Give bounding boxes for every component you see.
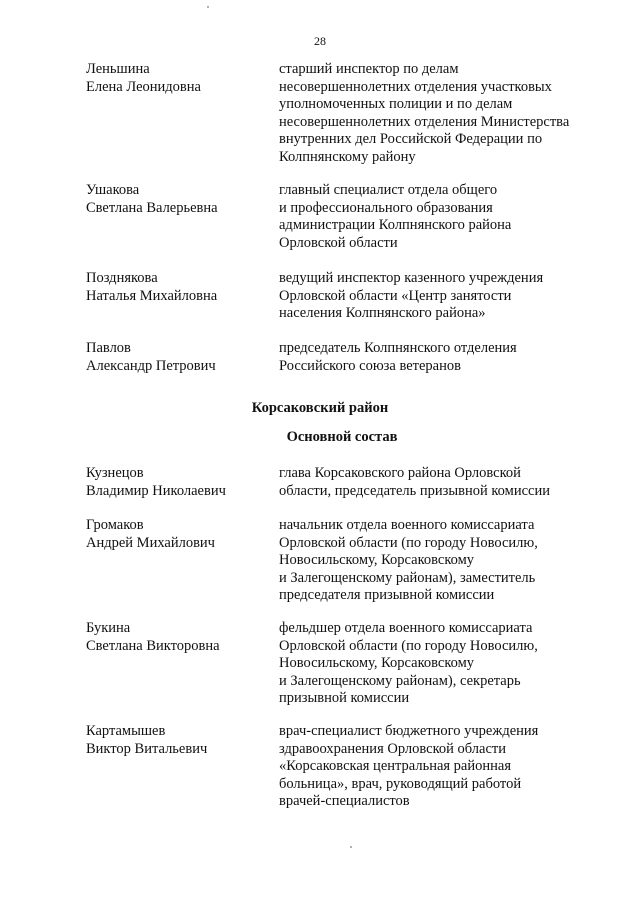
position-line: глава Корсаковского района Орловской — [279, 465, 521, 481]
member-name — [86, 723, 266, 758]
composition-heading: Основной состав — [286, 429, 398, 445]
position-line: главный специалист отдела общего — [279, 182, 498, 198]
member-position — [279, 61, 589, 166]
position-line: Орловской области (по городу Новосилю, — [279, 637, 538, 654]
position-line: «Корсаковская центральная районная — [279, 758, 511, 774]
position-line: Орловской области (по городу Новосилю, — [279, 534, 538, 551]
member-name — [86, 182, 266, 217]
member-name — [86, 61, 266, 96]
district-heading: Корсаковский район — [251, 400, 389, 416]
position-line: области, председатель призывной комиссии — [279, 482, 550, 499]
member-position — [279, 182, 589, 252]
position-line: Колпнянскому району — [279, 148, 416, 165]
position-line: Орловской области — [279, 234, 398, 251]
position-line: ведущий инспектор казенного учреждения — [279, 270, 544, 286]
member-position — [279, 620, 589, 708]
member-given-names: Елена Леонидовна — [86, 78, 201, 95]
position-line: администрации Колпнянского района — [279, 217, 512, 233]
position-line: Российского союза ветеранов — [279, 357, 461, 374]
position-line: Новосильскому, Корсаковскому — [279, 552, 475, 568]
position-line: и профессионального образования — [279, 199, 493, 216]
member-surname: Ушакова — [86, 182, 140, 198]
member-name — [86, 340, 266, 375]
position-line: больница», врач, руководящий работой — [279, 775, 522, 792]
member-surname: Букина — [86, 620, 131, 636]
member-surname: Кузнецов — [86, 465, 144, 481]
member-position — [279, 270, 589, 323]
position-line: внутренних дел Российской Федерации по — [279, 131, 543, 147]
member-given-names: Наталья Михайловна — [86, 287, 218, 304]
member-given-names: Светлана Викторовна — [86, 637, 220, 654]
position-line: несовершеннолетних отделения Министерства — [279, 113, 570, 130]
position-line: председателя призывной комиссии — [279, 587, 495, 603]
position-line: врач-специалист бюджетного учреждения — [279, 723, 539, 739]
member-name — [86, 620, 266, 655]
position-line: врачей-специалистов — [279, 793, 410, 809]
position-line: фельдшер отдела военного комиссариата — [279, 620, 533, 636]
page-number: 28 — [314, 34, 326, 48]
member-given-names: Александр Петрович — [86, 357, 216, 374]
member-name — [86, 465, 266, 500]
member-surname: Громаков — [86, 517, 144, 533]
position-line: Новосильскому, Корсаковскому — [279, 655, 475, 671]
member-surname: Павлов — [86, 340, 131, 356]
member-given-names: Виктор Витальевич — [86, 740, 208, 757]
member-surname: Позднякова — [86, 270, 158, 286]
member-name — [86, 270, 266, 305]
member-surname: Леньшина — [86, 61, 150, 77]
member-name — [86, 517, 266, 552]
member-given-names: Светлана Валерьевна — [86, 199, 218, 216]
scan-speck — [207, 6, 209, 8]
position-line: начальник отдела военного комиссариата — [279, 517, 535, 533]
position-line: уполномоченных полиции и по делам — [279, 96, 513, 112]
member-position — [279, 465, 589, 500]
position-line: и Залегощенскому районам), секретарь — [279, 672, 521, 689]
position-line: старший инспектор по делам — [279, 61, 459, 77]
member-given-names: Владимир Николаевич — [86, 482, 226, 499]
member-position — [279, 340, 589, 375]
position-line: и Залегощенскому районам), заместитель — [279, 569, 536, 586]
position-line: населения Колпнянского района» — [279, 305, 486, 321]
position-line: призывной комиссии — [279, 690, 410, 706]
member-position — [279, 723, 589, 811]
scan-speck — [350, 846, 352, 848]
member-given-names: Андрей Михайлович — [86, 534, 215, 551]
member-position — [279, 517, 589, 605]
position-line: несовершеннолетних отделения участковых — [279, 78, 552, 95]
member-surname: Картамышев — [86, 723, 166, 739]
position-line: здравоохранения Орловской области — [279, 740, 506, 757]
position-line: председатель Колпнянского отделения — [279, 340, 517, 356]
position-line: Орловской области «Центр занятости — [279, 287, 512, 304]
